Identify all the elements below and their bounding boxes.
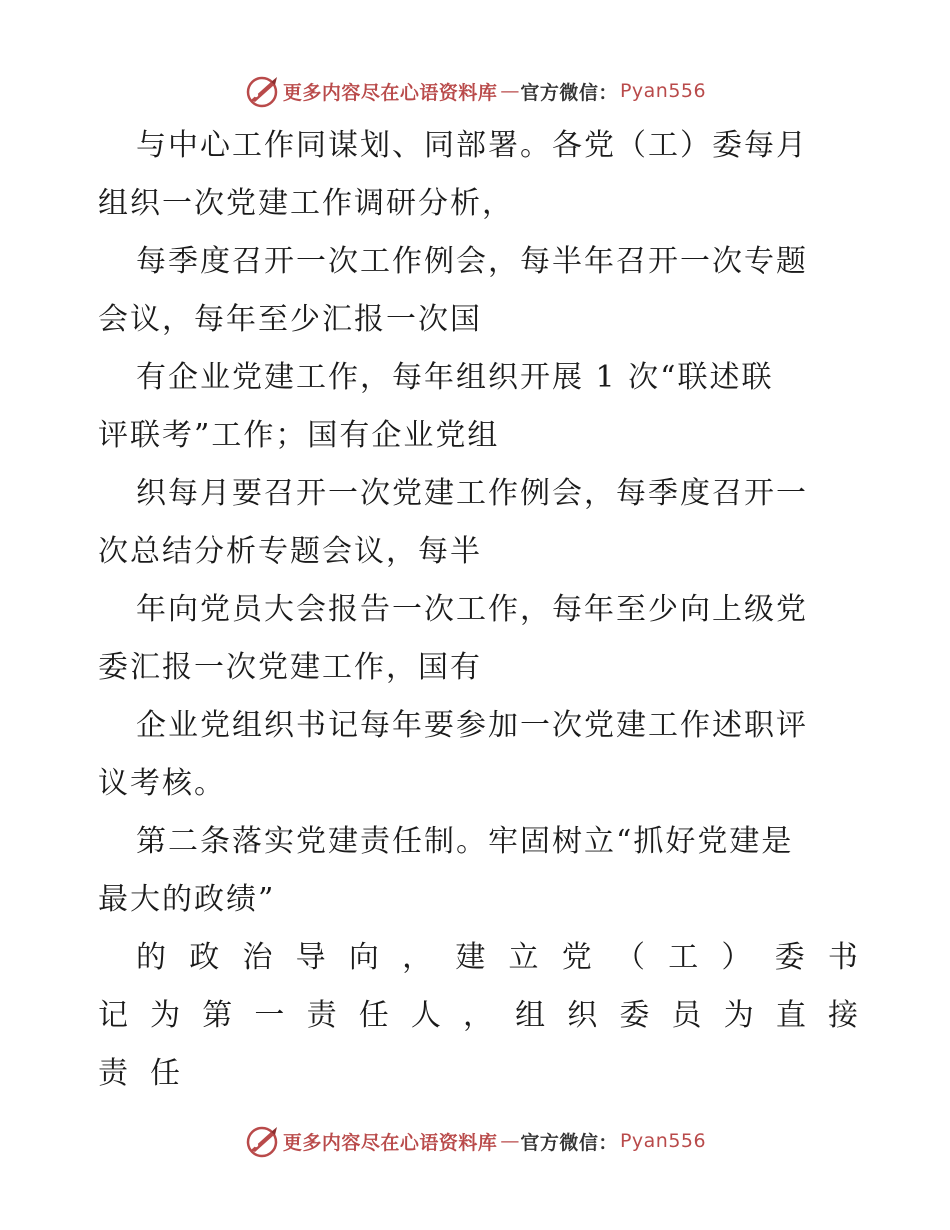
justified-char: 工 xyxy=(668,940,699,975)
justified-char: 为 xyxy=(150,998,181,1033)
justified-char: 任 xyxy=(358,998,389,1033)
body-line: 年向党员大会报告一次工作，每年至少向上级党 xyxy=(136,592,808,627)
justified-char: ） xyxy=(721,940,752,975)
justified-char: 责 xyxy=(98,1056,128,1091)
justified-char: 为 xyxy=(723,998,754,1033)
watermark-separator: — xyxy=(500,1130,518,1152)
body-line: 组织一次党建工作调研分析， xyxy=(98,186,514,221)
justified-char: 一 xyxy=(254,998,285,1033)
justified-line xyxy=(98,1045,858,1103)
document-body xyxy=(98,117,858,1103)
justified-char: 委 xyxy=(774,940,805,975)
body-line: 次总结分析专题会议，每半 xyxy=(98,534,482,569)
justified-char: ， xyxy=(462,998,493,1033)
justified-char: 的 xyxy=(136,940,166,975)
watermark-header xyxy=(0,71,950,111)
body-line: 评联考”工作；国有企业党组 xyxy=(98,418,500,453)
watermark-brand-text: 更多内容尽在心语资料库 xyxy=(282,81,498,104)
justified-char: 第 xyxy=(202,998,233,1033)
justified-char: 立 xyxy=(508,940,539,975)
justified-char: 书 xyxy=(827,940,858,975)
body-line: 有企业党建工作，每年组织开展 1 次“联述联 xyxy=(136,360,774,395)
watermark-brand-text: 更多内容尽在心语资料库 xyxy=(282,1131,498,1154)
justified-char: 委 xyxy=(619,998,650,1033)
body-line: 企业党组织书记每年要参加一次党建工作述职评 xyxy=(136,708,808,743)
body-line: 与中心工作同谋划、同部署。各党（工）委每月 xyxy=(136,128,808,163)
watermark-footer xyxy=(0,1121,950,1161)
justified-char: 建 xyxy=(455,940,486,975)
body-line: 议考核。 xyxy=(98,766,226,801)
body-line: 每季度召开一次工作例会，每半年召开一次专题 xyxy=(136,244,808,279)
justified-char: 治 xyxy=(242,940,273,975)
justified-line xyxy=(98,929,858,987)
watermark-wechat-id: Pyan556 xyxy=(619,1130,707,1152)
justified-char: 导 xyxy=(295,940,326,975)
justified-char: 记 xyxy=(98,998,128,1033)
justified-char: ， xyxy=(402,940,433,975)
justified-char: 责 xyxy=(306,998,337,1033)
body-line: 第二条落实党建责任制。牢固树立“抓好党建是 xyxy=(136,824,794,859)
justified-char: 接 xyxy=(827,998,858,1033)
justified-char: 组 xyxy=(515,998,546,1033)
watermark-contact-label: 官方微信： xyxy=(520,1131,618,1154)
justified-char: 任 xyxy=(150,1056,180,1091)
justified-char: 政 xyxy=(189,940,220,975)
justified-char: 人 xyxy=(410,998,441,1033)
justified-char: 员 xyxy=(671,998,702,1033)
body-line: 织每月要召开一次党建工作例会，每季度召开一 xyxy=(136,476,808,511)
body-line: 最大的政绩” xyxy=(98,882,276,917)
justified-char: 直 xyxy=(775,998,806,1033)
justified-char: 织 xyxy=(567,998,598,1033)
brand-logo-icon xyxy=(244,1123,280,1159)
brand-logo-icon xyxy=(244,73,280,109)
justified-char: 党 xyxy=(561,940,592,975)
justified-char: 向 xyxy=(348,940,379,975)
watermark-separator: — xyxy=(500,80,518,102)
body-line: 委汇报一次党建工作，国有 xyxy=(98,650,482,685)
justified-line xyxy=(98,987,858,1045)
body-line: 会议，每年至少汇报一次国 xyxy=(98,302,482,337)
watermark-contact-label: 官方微信： xyxy=(520,81,618,104)
watermark-wechat-id: Pyan556 xyxy=(619,80,707,102)
justified-char: （ xyxy=(614,940,645,975)
